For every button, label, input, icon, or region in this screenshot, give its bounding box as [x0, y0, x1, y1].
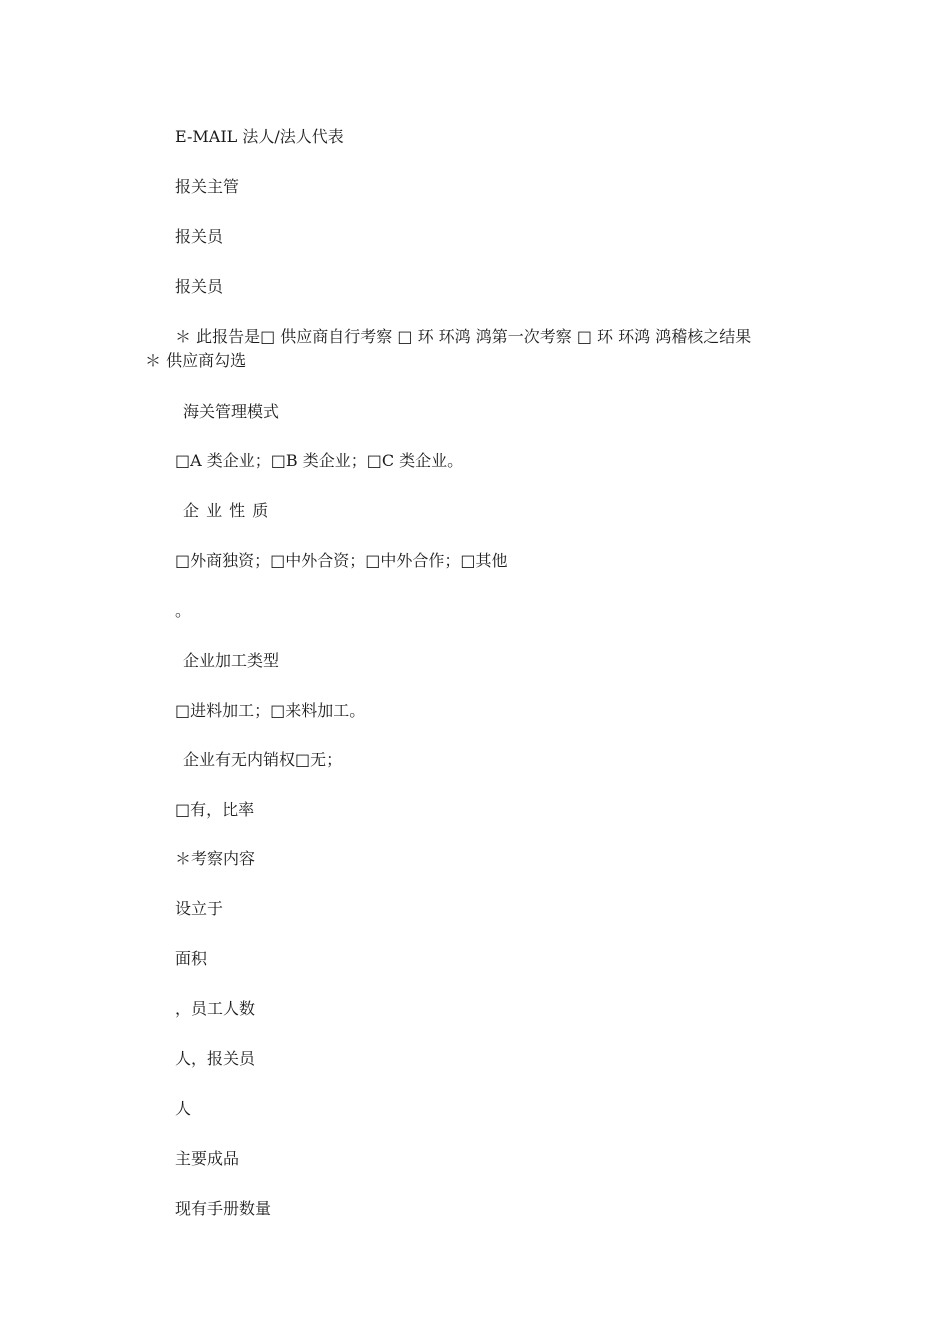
area-line: 面积 [175, 949, 208, 968]
established-at-line: 设立于 [175, 899, 224, 918]
person-line: 人 [175, 1099, 192, 1118]
customs-supervisor-line: 报关主管 [175, 177, 240, 196]
report-type-line: ＊ 此报告是□ 供应商自行考察 □ 环 环鸿 鸿第一次考察 □ 环 环鸿 鸿稽核之结果 [175, 327, 752, 346]
processing-type-label: 企业加工类型 [183, 651, 280, 670]
customs-officer-line: 报关员 [175, 227, 224, 246]
inspection-content-heading: ＊考察内容 [175, 849, 256, 868]
domestic-sales-label: 企业有无内销权□无； [183, 750, 343, 769]
customs-mode-label: 海关管理模式 [183, 402, 280, 421]
staff-count-line: ，员工人数 [175, 999, 256, 1018]
enterprise-nature-label: 企 业 性 质 [183, 501, 270, 520]
customs-mode-options: □A 类企业；□B 类企业；□C 类企业。 [175, 451, 464, 470]
domestic-sales-yes-line: □有，比率 [175, 800, 255, 819]
customs-officer-line: 报关员 [175, 277, 224, 296]
main-products-line: 主要成品 [175, 1149, 240, 1168]
person-customs-line: 人，报关员 [175, 1049, 256, 1068]
enterprise-nature-options: □外商独资；□中外合资；□中外合作；□其他 [175, 551, 508, 570]
processing-type-options: □进料加工；□来料加工。 [175, 701, 366, 720]
email-legal-rep-line: E-MAIL 法人/法人代表 [175, 127, 344, 146]
supplier-check-note: ＊ 供应商勾选 [145, 351, 247, 370]
period-mark: 。 [175, 601, 192, 620]
manual-count-line: 现有手册数量 [175, 1199, 272, 1218]
